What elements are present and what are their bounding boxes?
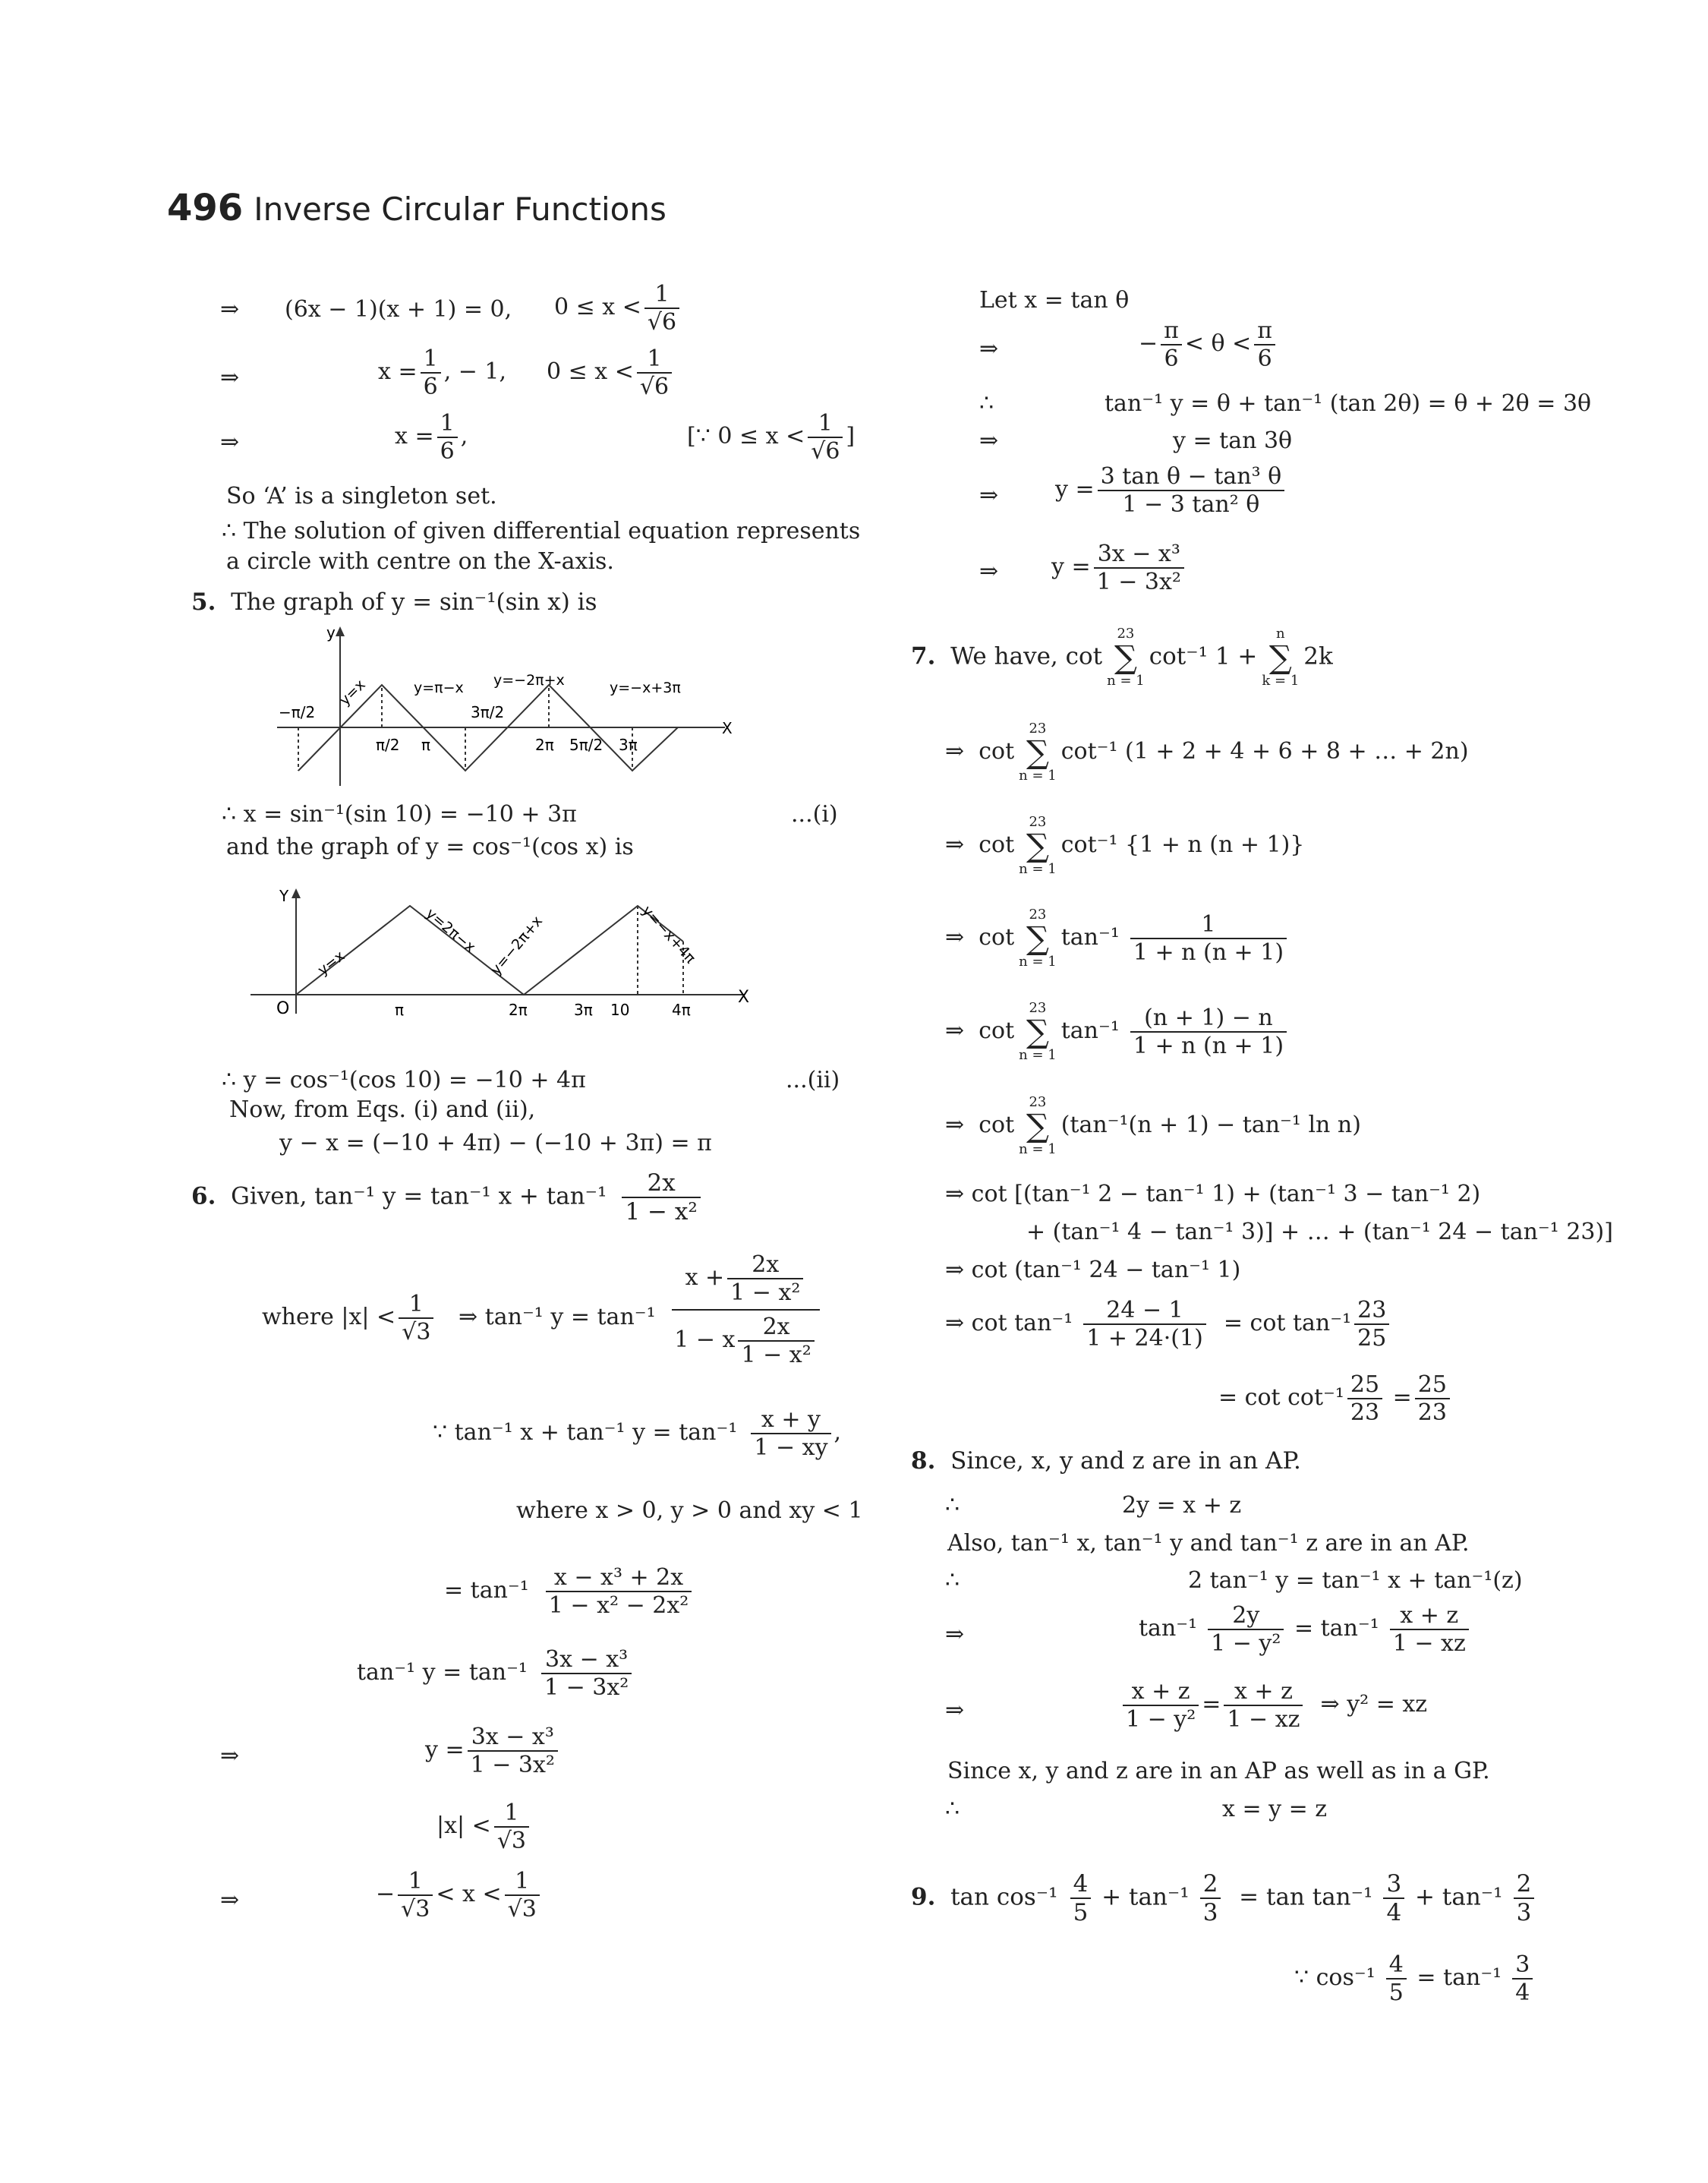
eq-line: x = $\frac{1}{6}$ ,: [395, 410, 468, 465]
eq-line: (6x − 1)(x + 1) = 0,: [285, 296, 512, 323]
svg-text:3π: 3π: [574, 1001, 593, 1019]
svg-text:O: O: [276, 999, 290, 1018]
axis-label-y: y: [326, 623, 336, 642]
step-arrow: ⇒: [979, 482, 999, 509]
eq-line: y = $\frac{\text{3x − x³}}{\text{1 − 3x²}}$: [425, 1724, 561, 1778]
text-line: and the graph of y = cos⁻¹(cos x) is: [226, 834, 634, 860]
eq-line: tan⁻¹ y = tan⁻¹ $\frac{\text{3x − x³}}{\text{1 − 3x²}}$: [357, 1646, 635, 1701]
therefore: ∴: [945, 1492, 960, 1519]
therefore: ∴: [945, 1796, 960, 1822]
page-number: 496: [167, 187, 244, 229]
therefore: ∴: [979, 390, 994, 417]
svg-text:−π/2: −π/2: [279, 703, 316, 721]
svg-text:Y: Y: [279, 887, 289, 905]
eq-line: 0 ≤ x < $\frac{1}{√6}$: [547, 345, 675, 400]
eq-line: |x| < $\frac{1}{√3}$: [436, 1800, 532, 1854]
chapter-title: Inverse Circular Functions: [254, 191, 666, 228]
therefore: ∴: [945, 1567, 960, 1594]
eq-line: y = $\frac{\text{3x − x³}}{\text{1 − 3x²}}$: [1051, 541, 1187, 595]
text-line: Now, from Eqs. (i) and (ii),: [229, 1096, 536, 1123]
step-arrow: ⇒: [979, 427, 999, 454]
eq-line: ⇒ cot (tan⁻¹ 24 − tan⁻¹ 1): [945, 1257, 1241, 1283]
svg-text:3π/2: 3π/2: [471, 703, 505, 721]
step-arrow: ⇒: [220, 364, 240, 391]
eq-line: y = $\frac{\text{3 tan θ − tan³ θ}}{\text{1 − 3 tan² θ}}$: [1055, 463, 1287, 518]
svg-text:2π: 2π: [509, 1001, 528, 1019]
eq-line: ⇒ cot [(tan⁻¹ 2 − tan⁻¹ 1) + (tan⁻¹ 3 − tan⁻¹ 2): [945, 1181, 1481, 1207]
eq-line: x = $\frac{1}{6}$ , − 1,: [378, 345, 507, 400]
eq-line: 2 tan⁻¹ y = tan⁻¹ x + tan⁻¹(z): [1188, 1567, 1523, 1594]
eq-line: − $\frac{\pi}{6}$ < θ < $\frac{\pi}{6}$: [1139, 317, 1278, 372]
question-7: 7. We have, cot23 ∑ n = 1cot⁻¹ 1 +n ∑ k = 12k: [911, 626, 1333, 689]
question-9: 9. tan cos⁻¹ $\frac{4}{5}$ + tan⁻¹ $\frac{2}{3}$ = tan tan⁻¹ $\frac{3}{4}$ + tan⁻¹ $\frac{2}{3}$: [911, 1870, 1537, 1926]
svg-text:y=x: y=x: [336, 676, 369, 709]
eq-line: = cot cot⁻¹ $\frac{25}{23}$ = $\frac{25}{23}$: [1218, 1371, 1453, 1426]
eq-ii: ∴ y = cos⁻¹(cos 10) = −10 + 4π: [222, 1067, 586, 1093]
svg-text:y=−x+3π: y=−x+3π: [610, 680, 681, 696]
page-header: [167, 187, 666, 229]
text-line: Let x = tan θ: [979, 287, 1130, 314]
eq-line: ⇒ cot23 ∑ n = 1cot⁻¹ (1 + 2 + 4 + 6 + 8 + … + 2n): [945, 721, 1469, 784]
eq-line: ∵ cos⁻¹ $\frac{4}{5}$ = tan⁻¹ $\frac{3}{4}$: [1294, 1951, 1536, 2006]
text-line: Also, tan⁻¹ x, tan⁻¹ y and tan⁻¹ z are in an AP.: [947, 1530, 1470, 1557]
eq-line: tan⁻¹ $\frac{2y}{\text{1 − y²}}$ = tan⁻¹ $\frac{x + z}{1 - xz}$: [1139, 1602, 1472, 1657]
eq-line: ⇒ cot tan⁻¹ $\frac{24 - 1}{1 + 24\cdot(1)}$ = cot tan⁻¹ $\frac{23}{25}$: [945, 1297, 1392, 1352]
step-arrow: ⇒: [945, 1621, 965, 1648]
eq-line: ⇒ cot23 ∑ n = 1tan⁻¹ $\frac{(n + 1) - n}{1 + n (n + 1)}$: [945, 1001, 1290, 1063]
question-8: 8. Since, x, y and z are in an AP.: [911, 1447, 1301, 1475]
eq-line: tan⁻¹ y = θ + tan⁻¹ (tan 2θ) = θ + 2θ = 3θ: [1105, 390, 1592, 417]
svg-text:π: π: [395, 1001, 405, 1019]
text-line: So ‘A’ is a singleton set.: [226, 483, 497, 509]
axis-label-x: X: [722, 719, 733, 737]
eq-i: ∴ x = sin⁻¹(sin 10) = −10 + 3π: [222, 801, 577, 828]
svg-text:2π: 2π: [535, 736, 554, 754]
svg-text:y=−2π+x: y=−2π+x: [487, 913, 547, 979]
text-line: where x > 0, y > 0 and xy < 1: [516, 1497, 863, 1524]
step-arrow: ⇒: [945, 1697, 965, 1724]
svg-text:y=x: y=x: [314, 947, 348, 979]
eq-line: 2y = x + z: [1122, 1492, 1242, 1519]
eq-tag: ...(ii): [786, 1067, 840, 1093]
eq-tag: ...(i): [791, 801, 838, 828]
svg-text:π/2: π/2: [376, 736, 400, 754]
svg-text:π: π: [421, 736, 431, 754]
svg-text:3π: 3π: [619, 736, 638, 754]
eq-line: x = y = z: [1222, 1796, 1328, 1822]
eq-line: y − x = (−10 + 4π) − (−10 + 3π) = π: [279, 1130, 712, 1156]
graph-arccos-cos: [243, 885, 759, 1029]
eq-line: [∵ 0 ≤ x < $\frac{1}{√6}$ ]: [687, 410, 856, 465]
eq-line: where |x| < $\frac{1}{√3}$ ⇒ tan⁻¹ y = tan⁻¹: [262, 1291, 656, 1345]
eq-line: = tan⁻¹ $\frac{\text{x − x³ + 2x}}{\text{1 − x² − 2x²}}$: [444, 1564, 695, 1619]
graph-arcsin-sin: [269, 623, 740, 793]
svg-text:y=π−x: y=π−x: [414, 680, 464, 696]
eq-line: ∵ tan⁻¹ x + tan⁻¹ y = tan⁻¹ $\frac{x + y}{1 - xy}$ ,: [433, 1406, 842, 1461]
compound-fraction: x + $\frac{2x}{\text{1 − x²}}$ 1 − x $\frac{2x}{\text{1 − x²}}$: [672, 1251, 820, 1368]
eq-line: y = tan 3θ: [1173, 427, 1293, 454]
eq-line: ⇒ cot23 ∑ n = 1tan⁻¹ $\frac{1}{1 + n (n + 1)}$: [945, 907, 1290, 970]
svg-text:10: 10: [610, 1001, 630, 1019]
question-5: 5. The graph of y = sin⁻¹(sin x) is: [191, 588, 597, 616]
svg-text:y=−x+4π: y=−x+4π: [638, 902, 699, 967]
text-line: Since x, y and z are in an AP as well as in a GP.: [947, 1758, 1490, 1784]
svg-text:5π/2: 5π/2: [569, 736, 603, 754]
step-arrow: ⇒: [979, 558, 999, 585]
step-arrow: ⇒: [220, 1887, 240, 1913]
svg-text:y=−2π+x: y=−2π+x: [493, 672, 565, 689]
eq-line: ⇒ cot23 ∑ n = 1cot⁻¹ {1 + n (n + 1)}: [945, 814, 1305, 877]
step-arrow: ⇒: [979, 336, 999, 362]
text-line: a circle with centre on the X-axis.: [226, 548, 614, 575]
svg-text:y=2π−x: y=2π−x: [422, 904, 479, 956]
question-6: 6. Given, tan⁻¹ y = tan⁻¹ x + tan⁻¹ $\frac{2x}{\text{1 − x²}}$: [191, 1169, 704, 1226]
svg-text:X: X: [738, 988, 750, 1007]
eq-line: 0 ≤ x < $\frac{1}{√6}$: [554, 281, 682, 336]
step-arrow: ⇒: [220, 429, 240, 456]
text-line: ∴ The solution of given differential equation represents: [222, 518, 861, 544]
eq-line: $\frac{x + z}{\text{1 − y²}}$ = $\frac{x + z}{1 - xz}$ ⇒ y² = xz: [1120, 1678, 1427, 1733]
step-arrow: ⇒: [220, 1743, 240, 1769]
eq-line: ⇒ cot23 ∑ n = 1(tan⁻¹(n + 1) − tan⁻¹ ln n): [945, 1094, 1361, 1157]
eq-line: + (tan⁻¹ 4 − tan⁻¹ 3)] + … + (tan⁻¹ 24 − tan⁻¹ 23)]: [1026, 1219, 1613, 1245]
eq-line: − $\frac{1}{√3}$ < x < $\frac{1}{√3}$: [376, 1868, 543, 1923]
svg-text:4π: 4π: [672, 1001, 691, 1019]
step-arrow: ⇒: [220, 296, 240, 323]
